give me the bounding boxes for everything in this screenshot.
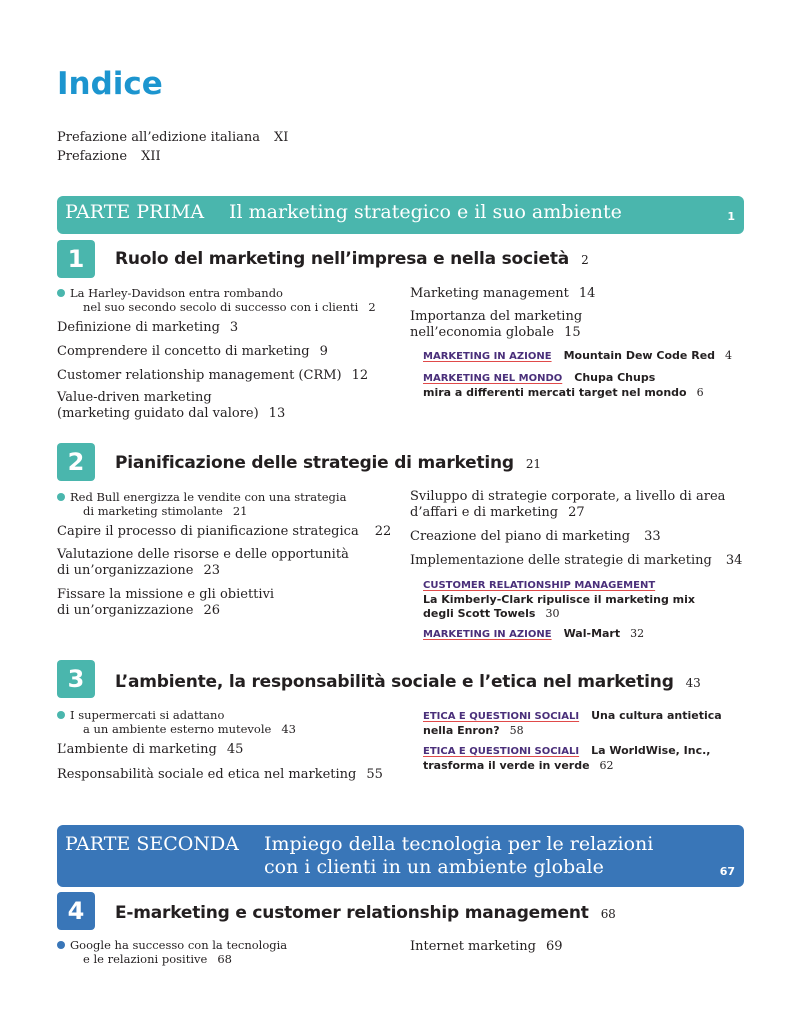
bullet-dot-icon	[57, 711, 65, 719]
entry-page: 13	[268, 406, 286, 421]
opener-line2: a un ambiente esterno mutevole	[83, 722, 272, 736]
chapter-opener-case[interactable]	[57, 286, 376, 314]
part-title-line2: con i clienti in un ambiente globale	[264, 856, 604, 878]
toc-entry[interactable]	[57, 524, 391, 540]
chapter-opener-case[interactable]	[57, 490, 346, 518]
feature-title: La WorldWise, Inc.,	[591, 744, 711, 757]
feature-title: La Kimberly-Clark ripulisce il marketing mix	[423, 593, 695, 606]
entry-title: Customer relationship management (CRM)	[57, 368, 342, 383]
entry-title-line1: Valutazione delle risorse e delle opportunità	[57, 547, 349, 562]
toc-entry[interactable]	[410, 529, 661, 545]
toc-entry[interactable]	[57, 767, 383, 783]
boxed-feature[interactable]	[423, 371, 704, 400]
feature-page: 6	[696, 386, 704, 399]
entry-title: Prefazione	[57, 149, 128, 164]
chapter-page: 21	[525, 457, 541, 471]
entry-title-line2: di un’organizzazione	[57, 603, 194, 618]
feature-tag: ETICA E QUESTIONI SOCIALI	[423, 746, 580, 757]
chapter-page: 68	[600, 907, 616, 921]
entry-page: 27	[568, 505, 585, 520]
toc-entry[interactable]	[57, 390, 285, 422]
entry-page: 23	[203, 563, 221, 578]
opener-line1: La Harley-Davidson entra rombando	[70, 286, 283, 300]
entry-page: 69	[546, 939, 563, 954]
opener-line2: di marketing stimolante	[83, 504, 223, 518]
entry-page: XII	[141, 149, 161, 164]
entry-title-line1: Sviluppo di strategie corporate, a livello di area	[410, 489, 726, 504]
toc-entry-preface-italian[interactable]	[57, 130, 288, 145]
toc-entry[interactable]	[410, 939, 563, 955]
toc-entry[interactable]	[410, 286, 595, 302]
toc-entry-preface[interactable]	[57, 149, 161, 164]
toc-entry[interactable]	[410, 489, 725, 521]
feature-page: 62	[599, 759, 614, 772]
opener-line1: Red Bull energizza le vendite con una strategia	[70, 490, 347, 504]
chapter-title-text: Pianificazione delle strategie di marketing	[115, 453, 514, 473]
boxed-feature[interactable]	[423, 627, 644, 642]
entry-title-line2: d’affari e di marketing	[410, 505, 559, 520]
part-band-2[interactable]	[57, 825, 744, 887]
chapter-title-2[interactable]	[115, 453, 541, 473]
toc-entry[interactable]	[57, 344, 328, 360]
boxed-feature[interactable]	[423, 349, 732, 364]
entry-title: Capire il processo di pianificazione strategica	[57, 524, 359, 539]
chapter-title-text: Ruolo del marketing nell’impresa e nella società	[115, 249, 570, 269]
feature-title: Mountain Dew Code Red	[563, 349, 716, 362]
feature-page: 30	[545, 607, 560, 620]
feature-tag: MARKETING IN AZIONE	[423, 629, 552, 640]
entry-page: 22	[374, 524, 392, 539]
toc-entry[interactable]	[57, 742, 243, 758]
entry-page: 33	[644, 529, 661, 544]
entry-title: Internet marketing	[410, 939, 537, 954]
opener-page: 43	[281, 722, 296, 736]
chapter-number-badge: 2	[57, 443, 95, 481]
bullet-dot-icon	[57, 289, 65, 297]
opener-page: 21	[232, 504, 248, 518]
feature-title-line2: degli Scott Towels	[423, 607, 536, 620]
part-page: 1	[727, 210, 735, 223]
chapter-number-badge: 3	[57, 660, 95, 698]
entry-page: 14	[578, 286, 596, 301]
opener-line2: nel suo secondo secolo di successo con i clienti	[83, 300, 359, 314]
entry-title-line1: Importanza del marketing	[410, 309, 583, 324]
entry-page: 26	[203, 603, 221, 618]
toc-entry[interactable]	[57, 320, 238, 336]
chapter-number-badge: 4	[57, 892, 95, 930]
opener-page: 68	[217, 952, 232, 966]
bullet-dot-icon	[57, 941, 65, 949]
toc-entry[interactable]	[410, 553, 742, 569]
entry-page: 3	[229, 320, 239, 335]
page-title: Indice	[57, 66, 163, 102]
feature-title: Wal-Mart	[563, 627, 621, 640]
entry-title: Creazione del piano di marketing	[410, 529, 631, 544]
feature-tag: MARKETING IN AZIONE	[423, 351, 552, 362]
entry-title: Implementazione delle strategie di marketing	[410, 553, 712, 568]
feature-title-line2: mira a differenti mercati target nel mondo	[423, 386, 687, 399]
entry-page: 55	[366, 767, 383, 782]
part-title-line1: Impiego della tecnologia per le relazioni	[264, 833, 654, 855]
entry-title: Marketing management	[410, 286, 569, 301]
part-title: Il marketing strategico e il suo ambiente	[229, 201, 622, 223]
entry-title-line1: Fissare la missione e gli obiettivi	[57, 587, 275, 602]
feature-page: 32	[630, 627, 645, 640]
part-label: PARTE SECONDA	[65, 833, 239, 855]
entry-page: 15	[564, 325, 581, 340]
feature-tag: MARKETING NEL MONDO	[423, 373, 563, 384]
feature-title-line2: nella Enron?	[423, 724, 500, 737]
entry-title: L’ambiente di marketing	[57, 742, 217, 757]
feature-tag: ETICA E QUESTIONI SOCIALI	[423, 711, 580, 722]
entry-title: Comprendere il concetto di marketing	[57, 344, 310, 359]
entry-title: Definizione di marketing	[57, 320, 220, 335]
boxed-feature[interactable]	[423, 578, 695, 621]
opener-page: 2	[368, 300, 376, 314]
chapter-opener-case[interactable]	[57, 938, 287, 966]
chapter-opener-case[interactable]	[57, 708, 296, 736]
boxed-feature[interactable]	[423, 709, 722, 738]
opener-line1: I supermercati si adattano	[70, 708, 225, 722]
toc-entry[interactable]	[57, 547, 349, 579]
part-label: PARTE PRIMA	[65, 201, 205, 223]
boxed-feature[interactable]	[423, 744, 710, 773]
opener-line1: Google ha successo con la tecnologia	[70, 938, 288, 952]
part-band-1[interactable]	[57, 196, 744, 234]
entry-page: 45	[226, 742, 244, 757]
part-page: 67	[719, 865, 735, 878]
entry-title-line1: Value-driven marketing	[57, 390, 212, 405]
chapter-title-text: E-marketing e customer relationship management	[115, 903, 589, 923]
feature-tag: CUSTOMER RELATIONSHIP MANAGEMENT	[423, 580, 656, 591]
feature-title-line2: trasforma il verde in verde	[423, 759, 590, 772]
chapter-title-3[interactable]	[115, 672, 701, 692]
toc-entry[interactable]	[57, 587, 274, 619]
opener-line2: e le relazioni positive	[83, 952, 208, 966]
bullet-dot-icon	[57, 493, 65, 501]
feature-title: Chupa Chups	[574, 371, 656, 384]
entry-page: 12	[351, 368, 369, 383]
entry-title: Prefazione all’edizione italiana	[57, 130, 260, 145]
chapter-title-text: L’ambiente, la responsabilità sociale e l’etica nel marketing	[115, 672, 674, 692]
chapter-page: 2	[581, 253, 589, 267]
chapter-title-4[interactable]	[115, 903, 616, 923]
chapter-number-badge: 1	[57, 240, 95, 278]
entry-title-line2: di un’organizzazione	[57, 563, 194, 578]
chapter-title-1[interactable]	[115, 249, 589, 269]
entry-page: 34	[725, 553, 743, 568]
entry-title-line2: nell’economia globale	[410, 325, 555, 340]
toc-entry[interactable]	[410, 309, 582, 341]
entry-title: Responsabilità sociale ed etica nel marketing	[57, 767, 357, 782]
entry-page: 9	[319, 344, 328, 359]
feature-page: 58	[509, 724, 524, 737]
chapter-page: 43	[685, 676, 701, 690]
entry-page: XI	[273, 130, 289, 145]
toc-entry[interactable]	[57, 368, 368, 384]
feature-title: Una cultura antietica	[591, 709, 722, 722]
feature-page: 4	[725, 349, 733, 362]
entry-title-line2: (marketing guidato dal valore)	[57, 406, 259, 421]
